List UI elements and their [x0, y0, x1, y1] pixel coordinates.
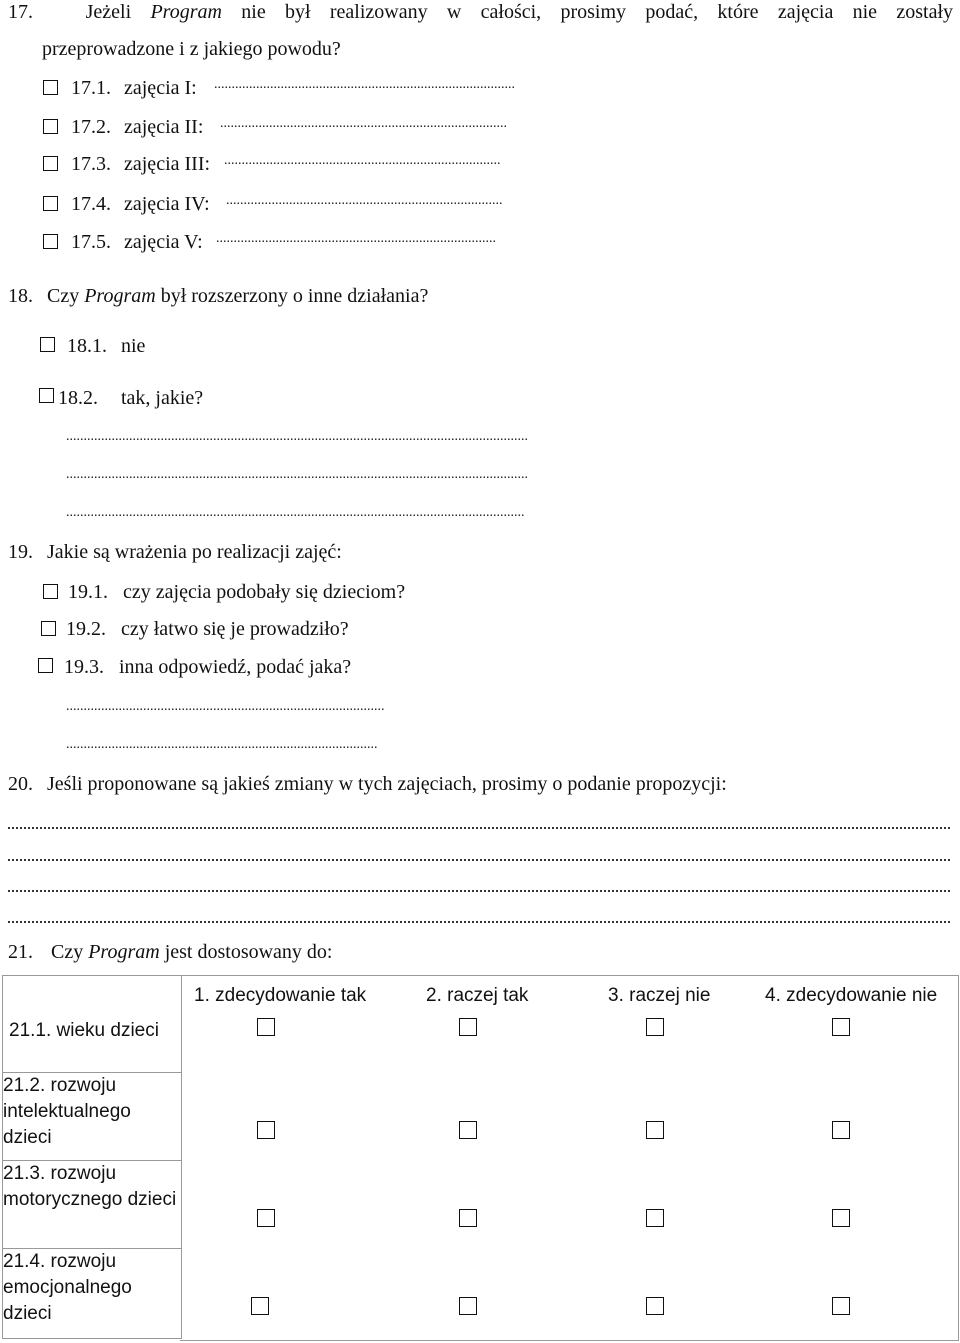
q19-2-label: czy łatwo się je prowadziło?: [121, 618, 349, 640]
q21-row-3-label: 21.3. rozwoju motorycznego dzieci: [3, 1161, 182, 1249]
q21-4-col-1-checkbox[interactable]: [251, 1297, 269, 1315]
q17-text-b: nie był realizowany w całości, prosimy podać, które zajęcia nie zostały: [241, 1, 954, 23]
q19-3-checkbox[interactable]: [38, 658, 53, 673]
q20-heading: [8, 774, 727, 794]
q20-number: 20.: [8, 773, 33, 795]
q17-1-dots[interactable]: ......................................................................................: [214, 78, 515, 92]
q19-2-num: 19.2.: [66, 618, 106, 640]
q19-1-checkbox[interactable]: [43, 584, 58, 599]
q17-5-label: zajęcia V:: [124, 231, 203, 253]
q17-number: 17.: [8, 1, 33, 23]
q17-5-checkbox[interactable]: [43, 234, 58, 249]
q17-1-num: 17.1.: [71, 77, 111, 99]
q17-2-checkbox[interactable]: [43, 119, 58, 134]
q17-4-dots[interactable]: ...............................................................................: [226, 194, 503, 208]
q20-answer-line-1[interactable]: [8, 825, 950, 829]
q17-5-dots[interactable]: ................................................................................: [216, 232, 496, 246]
q18-text-a: Czy: [47, 285, 80, 307]
q17-3-label: zajęcia III:: [124, 153, 211, 175]
q21-table-top-border: [180, 975, 959, 976]
q18-1-checkbox[interactable]: [40, 337, 55, 352]
q18-answer-line-2[interactable]: ....................................................................................................................................: [66, 468, 528, 482]
q18-2-checkbox[interactable]: [39, 388, 54, 403]
q18-program: Program: [84, 285, 156, 307]
q17-5-num: 17.5.: [71, 231, 111, 253]
q21-2-col-4-checkbox[interactable]: [832, 1121, 850, 1139]
q18-answer-line-3[interactable]: ...................................................................................................................................: [66, 506, 525, 520]
q21-col-2-header: 2. raczej tak: [426, 985, 529, 1006]
q18-number: 18.: [8, 285, 33, 307]
q21-row-1-cell: [3, 976, 182, 1073]
q18-answer-line-1[interactable]: ....................................................................................................................................: [66, 430, 528, 444]
q20-answer-line-4[interactable]: [8, 919, 950, 923]
q18-1-label: nie: [121, 335, 146, 357]
q19-2-checkbox[interactable]: [41, 621, 56, 636]
q21-col-4-header: 4. zdecydowanie nie: [765, 985, 938, 1006]
q19-answer-line-1[interactable]: ...........................................................................................: [66, 700, 385, 714]
q21-text-b: jest dostosowany do:: [164, 941, 333, 963]
q19-answer-line-2[interactable]: .........................................................................................: [66, 738, 378, 752]
q21-row-1-label: 21.1. wieku dzieci: [9, 1020, 159, 1041]
q21-2-col-3-checkbox[interactable]: [646, 1121, 664, 1139]
q21-2-col-1-checkbox[interactable]: [257, 1121, 275, 1139]
q21-3-col-3-checkbox[interactable]: [646, 1209, 664, 1227]
q17-4-checkbox[interactable]: [43, 196, 58, 211]
q17-2-label: zajęcia II:: [124, 116, 204, 138]
q17-1-checkbox[interactable]: [43, 80, 58, 95]
q21-2-col-2-checkbox[interactable]: [459, 1121, 477, 1139]
q20-answer-line-3[interactable]: [8, 888, 950, 892]
q21-heading: [8, 942, 332, 962]
q21-1-col-3-checkbox[interactable]: [646, 1018, 664, 1036]
q21-row-2-label: 21.2. rozwoju intelektualnego dzieci: [3, 1073, 182, 1161]
q18-heading: [8, 286, 428, 306]
q21-row-4-label: 21.4. rozwoju emocjonalnego dzieci: [3, 1249, 182, 1339]
q19-heading: [8, 542, 342, 562]
q17-1-label: zajęcia I:: [124, 77, 197, 99]
q17-text-a: Jeżeli: [85, 1, 132, 23]
q19-number: 19.: [8, 541, 33, 563]
q21-3-col-4-checkbox[interactable]: [832, 1209, 850, 1227]
q18-text-b: był rozszerzony o inne działania?: [160, 285, 429, 307]
q19-1-label: czy zajęcia podobały się dzieciom?: [123, 581, 406, 603]
q21-3-col-1-checkbox[interactable]: [257, 1209, 275, 1227]
q17-line2: przeprowadzone i z jakiego powodu?: [42, 38, 341, 60]
q21-1-col-1-checkbox[interactable]: [257, 1018, 275, 1036]
q17-4-label: zajęcia IV:: [124, 193, 210, 215]
q17-heading: [8, 2, 953, 22]
q19-1-num: 19.1.: [68, 581, 108, 603]
q21-1-col-2-checkbox[interactable]: [459, 1018, 477, 1036]
q17-3-num: 17.3.: [71, 153, 111, 175]
q17-2-num: 17.2.: [71, 116, 111, 138]
q18-2-label: tak, jakie?: [121, 387, 204, 409]
q17-3-checkbox[interactable]: [43, 156, 58, 171]
q21-3-col-2-checkbox[interactable]: [459, 1209, 477, 1227]
q21-number: 21.: [8, 941, 33, 963]
q21-program: Program: [88, 941, 160, 963]
q17-2-dots[interactable]: ..................................................................................: [220, 117, 507, 131]
q21-table-right-border: [958, 975, 959, 1340]
q18-1-num: 18.1.: [67, 335, 107, 357]
q21-col-1-header: 1. zdecydowanie tak: [194, 985, 367, 1006]
q21-table: [2, 975, 959, 1339]
q21-text-a: Czy: [51, 941, 84, 963]
q17-3-dots[interactable]: ...............................................................................: [224, 154, 501, 168]
q21-col-3-header: 3. raczej nie: [608, 985, 711, 1006]
q17-4-num: 17.4.: [71, 193, 111, 215]
q19-3-label: inna odpowiedź, podać jaka?: [119, 656, 352, 678]
q21-4-col-2-checkbox[interactable]: [459, 1297, 477, 1315]
q19-3-num: 19.3.: [64, 656, 104, 678]
q21-4-col-3-checkbox[interactable]: [646, 1297, 664, 1315]
q17-program: Program: [150, 1, 222, 23]
q20-answer-line-2[interactable]: [8, 857, 950, 861]
q18-2-num: 18.2.: [58, 387, 98, 409]
q21-4-col-4-checkbox[interactable]: [832, 1297, 850, 1315]
q20-text: Jeśli proponowane są jakieś zmiany w tych zajęciach, prosimy o podanie propozycji:: [47, 773, 727, 795]
q21-table-bottom-border: [180, 1340, 959, 1341]
q21-1-col-4-checkbox[interactable]: [832, 1018, 850, 1036]
q19-text: Jakie są wrażenia po realizacji zajęć:: [47, 541, 342, 563]
